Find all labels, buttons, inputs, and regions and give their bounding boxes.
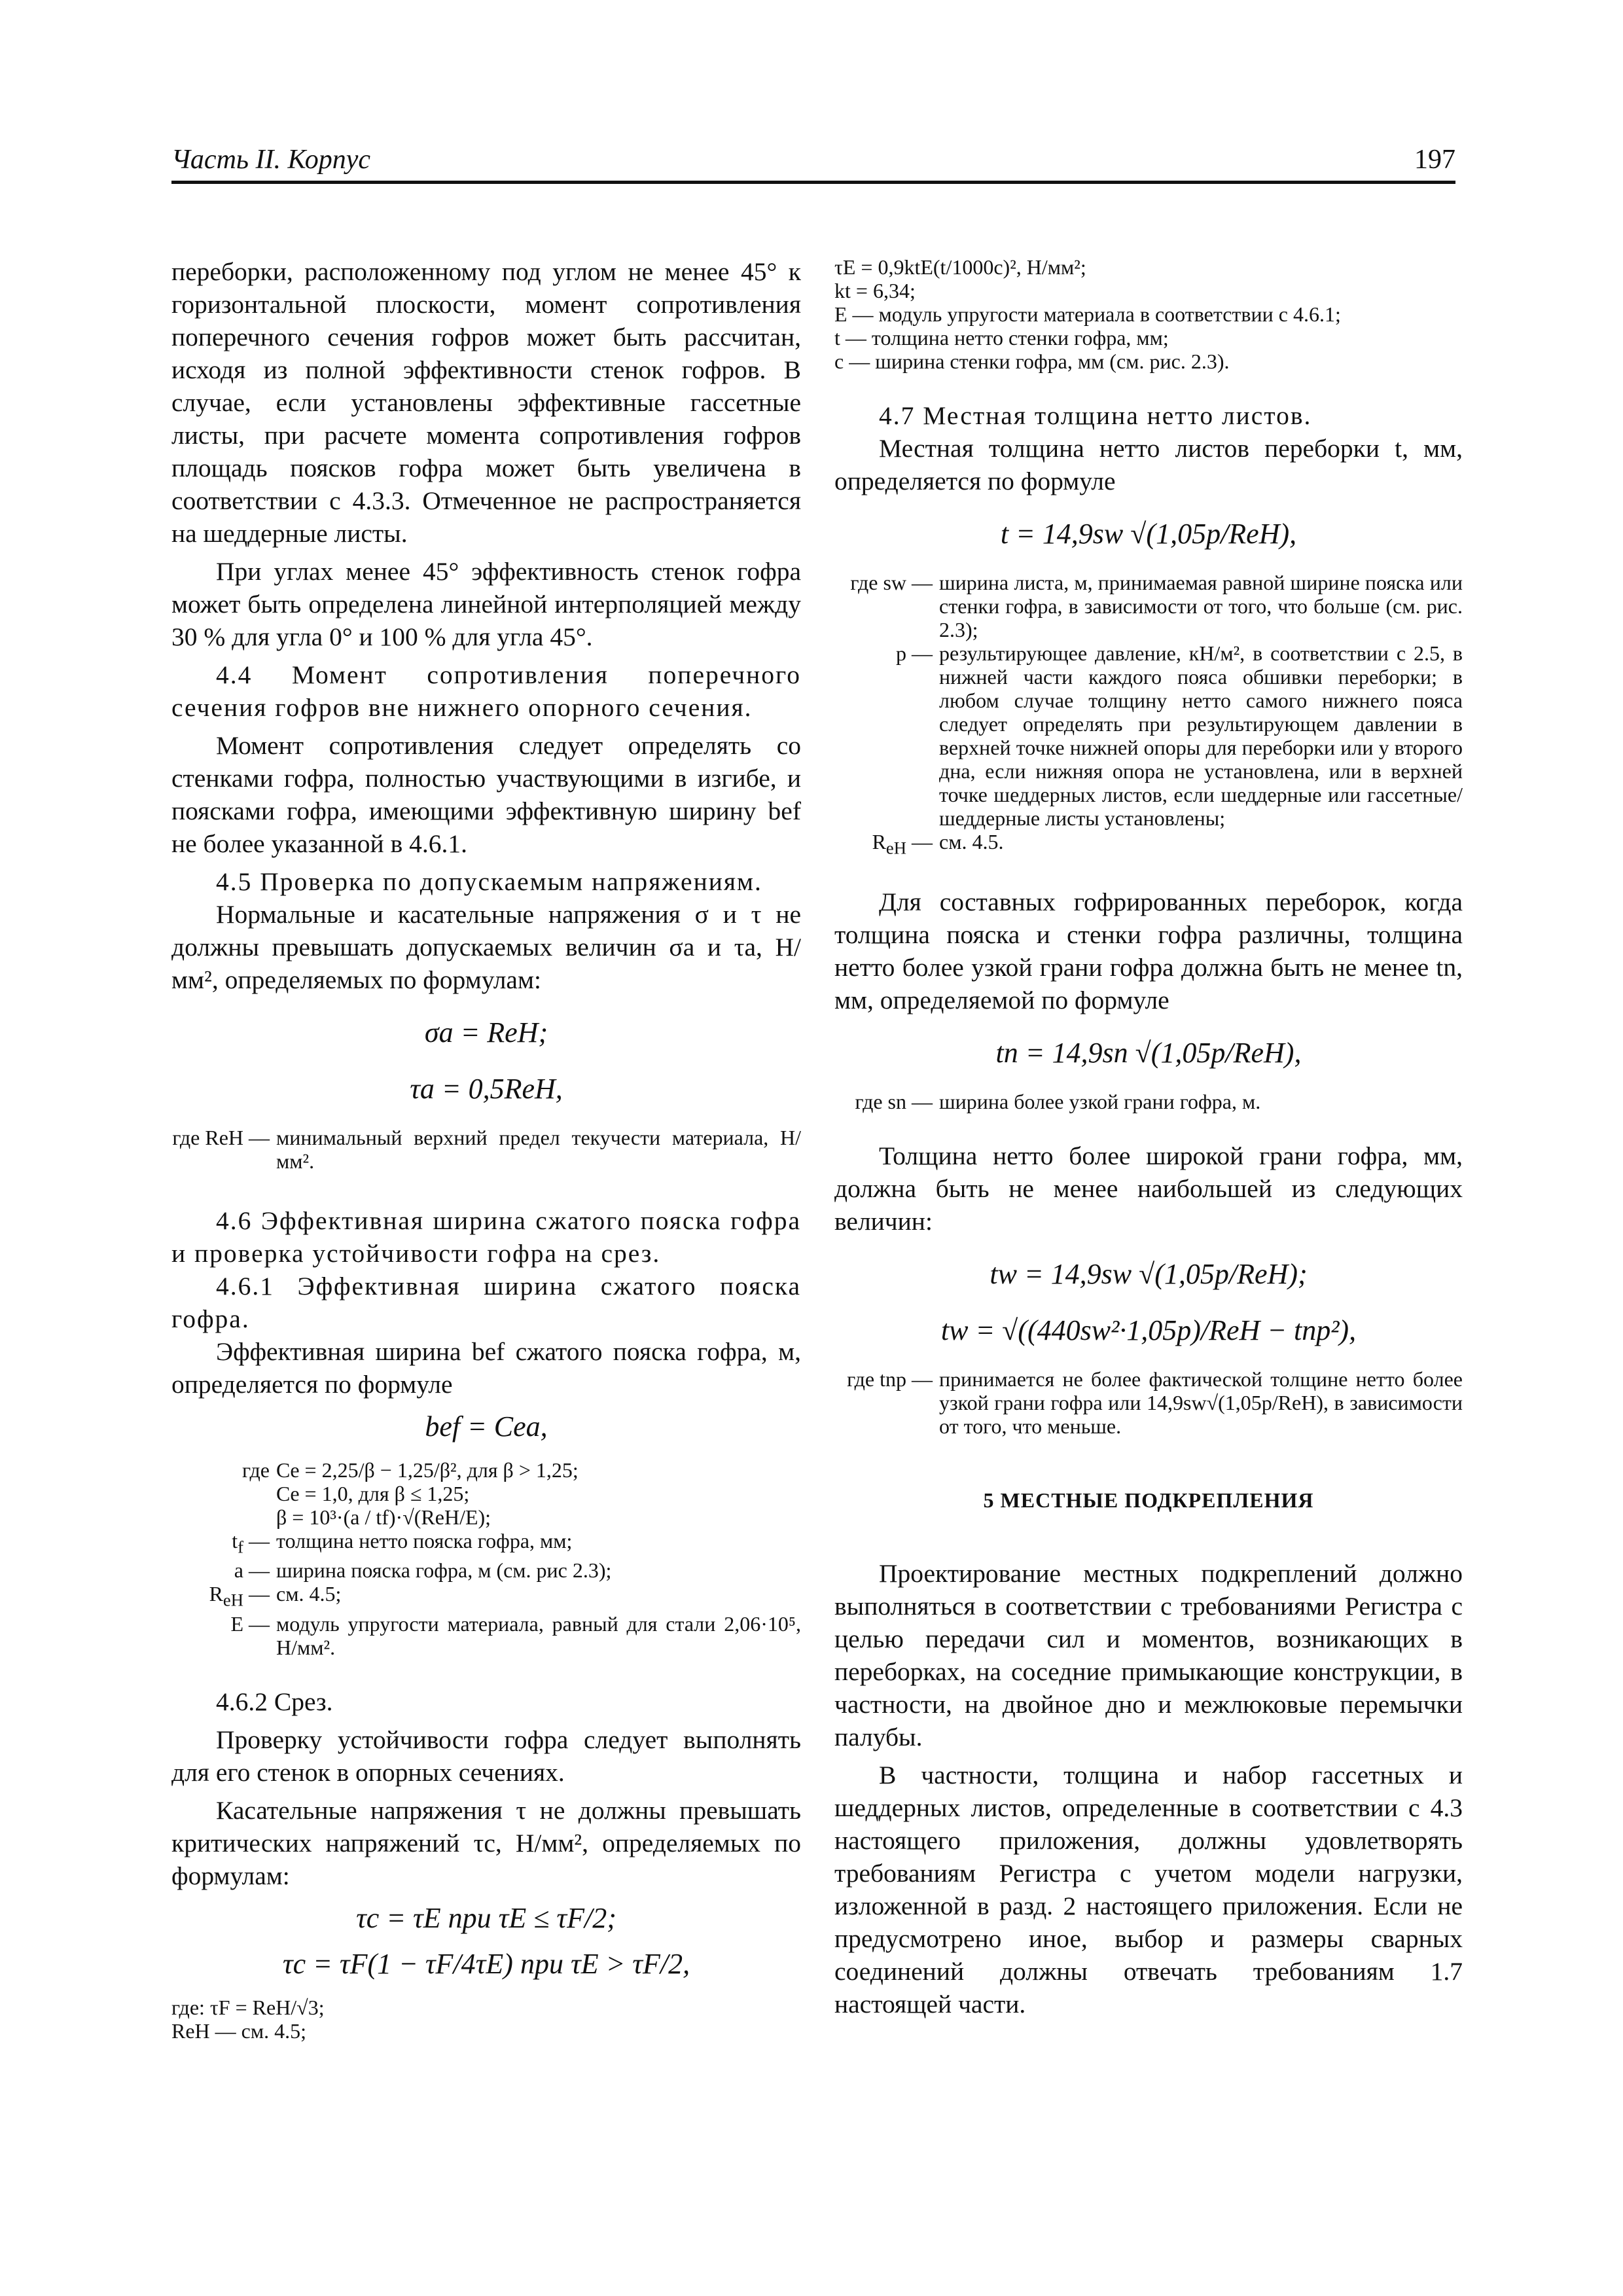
paragraph: Касательные напряжения τ не должны превышать критических напряжений τc, Н/мм², определяемых по формулам: xyxy=(171,1795,801,1890)
def-value: результирующее давление, кН/м², в соответствии с 2.5, в нижней части каждого пояса обшивки переборки; в любом случае толщину нетто самого нижнего пояса следует определять при результирующем давлении в верхней точке нижней опоры для переборки или у второго дна, если нижняя опора не установлена, или в верхней точке шеддерных листов, если шеддерные или гассетные/шеддерные листы установлены; xyxy=(939,641,1463,830)
def-value: см. 4.5; xyxy=(276,1582,342,1606)
section-title: Часть II. Корпус xyxy=(171,145,371,175)
formula: bef = Cea, xyxy=(425,1410,548,1443)
definitions xyxy=(834,1367,1463,1438)
paragraph: Толщина нетто более широкой грани гофра, мм, должна быть не менее наибольшей из следующих величин: xyxy=(834,1141,1463,1236)
def-value: толщина нетто пояска гофра, мм; xyxy=(276,1529,573,1552)
formula: τa = 0,5ReH, xyxy=(410,1073,563,1105)
paragraph: Момент сопротивления следует определять со стенками гофра, полностью участвующими в изгибе, и поясками гофра, имеющими эффективную ширину bef не более указанной в 4.6.1. xyxy=(171,731,801,858)
def-value: см. 4.5. xyxy=(939,830,1004,853)
def-value: β = 10³·(a / tf)·√(ReH/E); xyxy=(276,1505,491,1529)
def-value: ширина листа, м, принимаемая равной ширине пояска или стенки гофра, в зависимости от того, что больше (см. рис. 2.3); xyxy=(939,571,1463,641)
def-line: kt = 6,34; xyxy=(834,279,916,302)
heading-4-5: 4.5 Проверка по допускаемым напряжениям. xyxy=(216,867,762,896)
def-line: ReH — см. 4.5; xyxy=(171,2018,306,2043)
def-value: ширина пояска гофра, м (см. рис 2.3); xyxy=(276,1558,612,1583)
formula: tn = 14,9sn √(1,05p/ReH), xyxy=(995,1037,1302,1069)
paragraph: Проектирование местных подкреплений должно выполняться в соответствии с требованиями Регистра с целью передачи сил и моментов, возникающих в переборках, на соседние примыкающие конструкции, в частности, на двойное дно и межлюковые перемычки палубы. xyxy=(834,1559,1463,1752)
formula: σa = ReH; xyxy=(424,1016,548,1049)
def-key: где ReH — xyxy=(172,1126,270,1149)
def-key: где sw — xyxy=(850,571,933,594)
paragraph: Эффективная ширина bef сжатого пояска гофра, м, определяется по формуле xyxy=(171,1337,801,1399)
definitions xyxy=(834,1090,1463,1113)
formula: τc = τF(1 − τF/4τE) при τE > τF/2, xyxy=(282,1947,690,1980)
def-line: τE = 0,9ktE(t/1000c)², Н/мм²; xyxy=(834,255,1086,279)
def-value: ширина более узкой грани гофра, м. xyxy=(939,1090,1261,1114)
formula: tw = √((440sw²·1,05p)/ReH − tnp²), xyxy=(940,1314,1357,1347)
def-value: Ce = 2,25/β − 1,25/β², для β > 1,25; xyxy=(276,1458,579,1482)
def-line: где: τF = ReH/√3; xyxy=(171,1995,325,2019)
def-value: принимается не более фактической толщине нетто более узкой грани гофра или 14,9sw√(1,05p/ReH), в зависимости от того, что меньше. xyxy=(939,1367,1463,1439)
formula: tw = 14,9sw √(1,05p/ReH); xyxy=(990,1258,1308,1291)
definitions xyxy=(171,1126,801,1173)
def-key: где tnp — xyxy=(847,1367,933,1391)
definitions xyxy=(171,1996,801,2043)
right-column xyxy=(834,255,1463,2020)
def-value: минимальный верхний предел текучести материала, Н/мм². xyxy=(276,1126,801,1173)
def-value: Ce = 1,0, для β ≤ 1,25; xyxy=(276,1482,470,1505)
left-column xyxy=(171,255,801,2043)
heading-4-6: 4.6 Эффективная ширина сжатого пояска гофра и проверка устойчивости гофра на срез. xyxy=(171,1206,801,1268)
paragraph: переборки, расположенному под углом не менее 45° к горизонтальной плоскости, момент сопротивления поперечного сечения гофров может быть рассчитан, исходя из полной эффективности стенок гофров. В случае, если установлены эффективные гассетные листы, при расчете момента сопротивления гофров площадь поясков гофра может быть увеличена в соответствии с 4.3.3. Отмеченное не распространяется на шеддерные листы. xyxy=(171,257,801,548)
def-value: модуль упругости материала, равный для стали 2,06·10⁵, Н/мм². xyxy=(276,1611,801,1659)
heading-4-6-2: 4.6.2 Срез. xyxy=(216,1687,333,1716)
definitions: где sw — ширина листа, м, принимаемая равной ширине пояска или стенки гофра, в зависимости от того, что больше (см. рис. 2.3); p — результирующее давление, кН/м², в соответствии с 2.5, в нижней части каждого пояса обшивки переборки; в любом случае толщину нетто самого нижнего пояса следует определять при результирующем давлении в верхней точке нижней опоры для переборки или у второго дна, если нижняя опора не установлена, или в верхней точке шеддерных листов, если шеддерные или гассетные/шеддерные листы установлены; $R_{eH}$ — см. 4.5. xyxy=(834,571,1463,859)
def-line: t — толщина нетто стенки гофра, мм; xyxy=(834,326,1169,350)
running-header xyxy=(171,140,1455,184)
formula: τc = τE при τE ≤ τF/2; xyxy=(356,1901,616,1934)
heading-4-7: 4.7 Местная толщина нетто листов. xyxy=(879,401,1312,430)
paragraph: При углах менее 45° эффективность стенок гофра может быть определена линейной интерполяцией между 30 % для угла 0° и 100 % для угла 45°. xyxy=(171,557,801,651)
definitions xyxy=(834,255,1463,373)
paragraph: Для составных гофрированных переборок, когда толщина пояска и стенки гофра различны, толщина нетто более узкой грани гофра должна быть не менее tn, мм, определяемой по формуле xyxy=(834,888,1463,1015)
definitions: где Ce = 2,25/β − 1,25/β², для β > 1,25; Ce = 1,0, для β ≤ 1,25; β = 10³·(a / tf)·√(ReH/E); $t_f$ — толщина нетто пояска гофра, мм; a — ширина пояска гофра, м (см. рис 2.3); $R_{eH}$ — см. 4.5; E — модуль упругости материала, равный для стали 2,06·10⁵, Н/мм². xyxy=(209,1458,801,1659)
paragraph: Местная толщина нетто листов переборки t, мм, определяется по формуле xyxy=(834,434,1463,495)
paragraph: Проверку устойчивости гофра следует выполнять для его стенок в опорных сечениях. xyxy=(171,1725,801,1787)
section-heading-5: 5 МЕСТНЫЕ ПОДКРЕПЛЕНИЯ xyxy=(983,1488,1314,1513)
def-line: c — ширина стенки гофра, мм (см. рис. 2.3). xyxy=(834,350,1230,373)
paragraph: В частности, толщина и набор гассетных и шеддерных листов, определенные в соответствии с 4.3 настоящего приложения, должны удовлетворять требованиям Регистра с учетом модели нагрузки, изложенной в разд. 2 настоящего приложения. Если не предусмотрено иное, выбор и размеры сварных соединений должны отвечать требованиям 1.7 настоящей части. xyxy=(834,1761,1463,2019)
paragraph: Нормальные и касательные напряжения σ и τ не должны превышать допускаемых величин σa и τa, Н/мм², определяемых по формулам: xyxy=(171,900,801,994)
page-number: 197 xyxy=(1414,145,1455,175)
def-key: где sn — xyxy=(855,1090,933,1114)
heading-4-6-1: 4.6.1 Эффективная ширина сжатого пояска гофра. xyxy=(171,1272,801,1333)
formula: t = 14,9sw √(1,05p/ReH), xyxy=(1000,518,1297,550)
def-line: E — модуль упругости материала в соответствии с 4.6.1; xyxy=(834,302,1341,326)
heading-4-4: 4.4 Момент сопротивления поперечного сечения гофров вне нижнего опорного сечения. xyxy=(171,660,801,722)
